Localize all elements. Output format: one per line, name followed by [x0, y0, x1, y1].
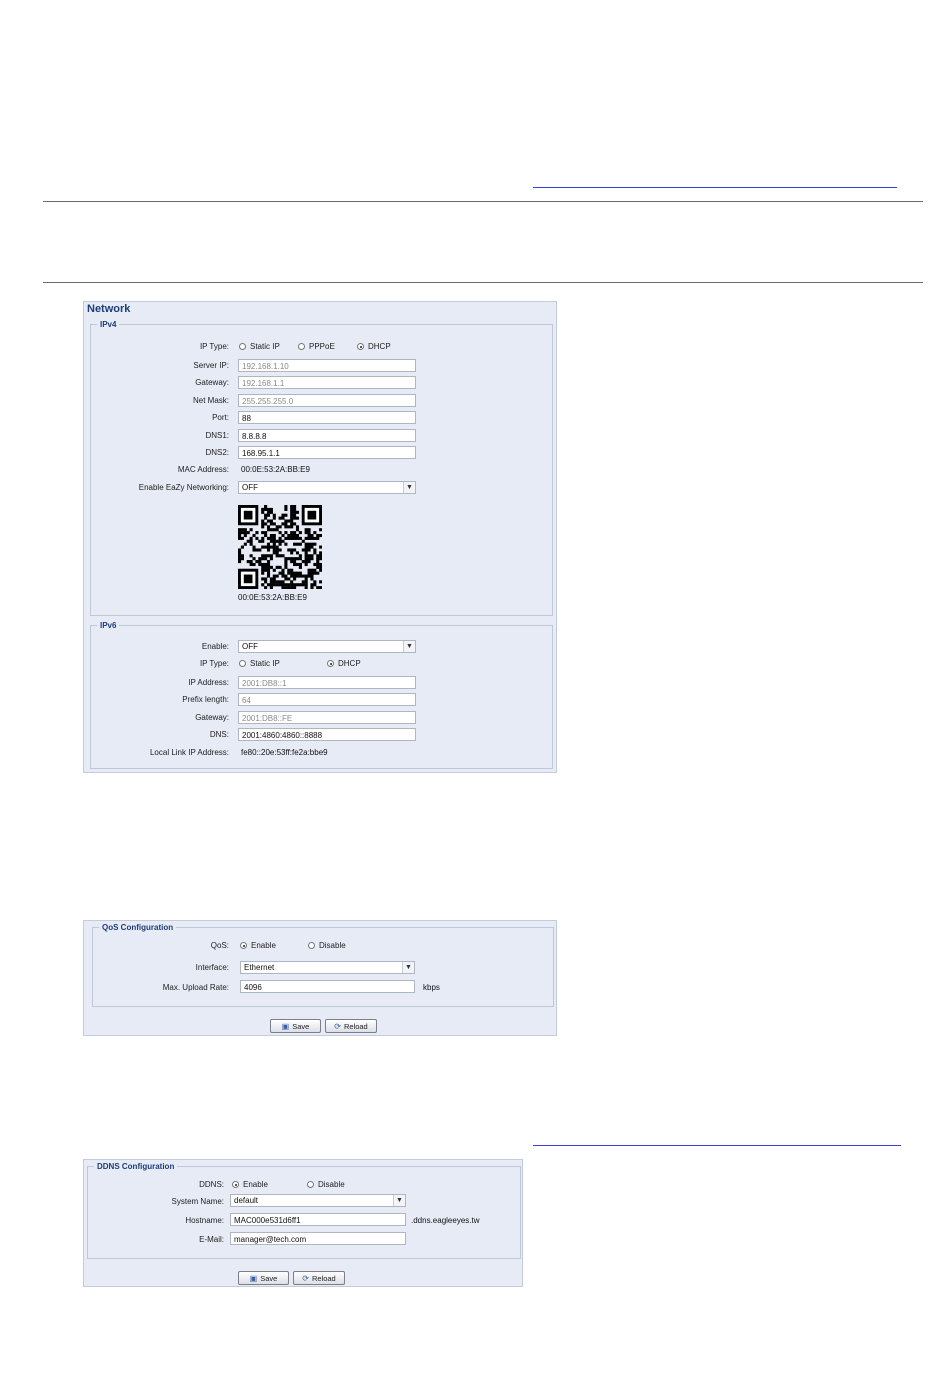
- ipv6-ip-label: IP Address:: [188, 678, 229, 687]
- ddns-radio-enable-label: Enable: [243, 1180, 268, 1189]
- hostname-suffix: .ddns.eagleeyes.tw: [411, 1216, 480, 1225]
- qos-radio-disable[interactable]: [308, 941, 346, 950]
- floppy-icon: ▣: [249, 1273, 258, 1283]
- network-panel: [83, 301, 557, 773]
- hostname-input[interactable]: MAC000e531d6ff1: [230, 1213, 406, 1226]
- qos-reload-button[interactable]: [325, 1019, 377, 1033]
- system-name-label: System Name:: [171, 1197, 224, 1206]
- upload-rate-input[interactable]: 4096: [240, 980, 415, 993]
- qos-save-label: Save: [292, 1021, 310, 1031]
- radio-static-indicator: [239, 660, 246, 667]
- ipv6-radio-dhcp[interactable]: [327, 659, 361, 668]
- ipv6-gateway-input[interactable]: 2001:DB8::FE: [238, 711, 416, 724]
- system-name-value: default: [234, 1196, 259, 1205]
- ipv6-prefix-label: Prefix length:: [182, 695, 229, 704]
- netmask-input[interactable]: 255.255.255.0: [238, 394, 416, 407]
- email-label: E-Mail:: [199, 1235, 224, 1244]
- network-title: Network: [87, 303, 131, 315]
- ddns-save-button[interactable]: [238, 1271, 289, 1285]
- eazy-networking-select[interactable]: [238, 481, 416, 494]
- radio-pppoe-indicator: [298, 343, 305, 350]
- qos-save-button[interactable]: [270, 1019, 321, 1033]
- eazy-networking-value: OFF: [242, 483, 258, 492]
- qos-panel: [83, 920, 557, 1036]
- ddns-radio-disable-label: Disable: [318, 1180, 345, 1189]
- divider-bottom: [43, 282, 923, 283]
- radio-dhcp-indicator: [357, 343, 364, 350]
- dns2-input[interactable]: 168.95.1.1: [238, 446, 416, 459]
- ipv6-enable-value: OFF: [242, 642, 258, 651]
- qos-legend: QoS Configuration: [102, 923, 174, 932]
- server-ip-label: Server IP:: [193, 361, 229, 370]
- ipv6-gateway-label: Gateway:: [195, 713, 229, 722]
- ipv4-radio-pppoe-label: PPPoE: [309, 342, 335, 351]
- radio-disable-indicator: [307, 1181, 314, 1188]
- ddns-panel: [83, 1159, 523, 1287]
- qos-radio-disable-label: Disable: [319, 941, 346, 950]
- hostname-label: Hostname:: [185, 1216, 224, 1225]
- radio-disable-indicator: [308, 942, 315, 949]
- qos-radio-enable-label: Enable: [251, 941, 276, 950]
- port-label: Port:: [212, 413, 229, 422]
- qos-label: QoS:: [210, 941, 229, 950]
- mac-address-label: MAC Address:: [177, 465, 229, 474]
- ipv6-dns-input[interactable]: 2001:4860:4860::8888: [238, 728, 416, 741]
- ipv6-legend: IPv6: [100, 621, 117, 630]
- chevron-down-icon: ▼: [393, 1195, 405, 1206]
- ipv6-ip-input[interactable]: 2001:DB8::1: [238, 676, 416, 689]
- ipv6-radio-static[interactable]: [239, 659, 280, 668]
- ipv6-ip-type-label: IP Type:: [199, 659, 229, 668]
- ipv4-radio-dhcp-label: DHCP: [368, 342, 391, 351]
- ddns-label: DDNS:: [199, 1180, 224, 1189]
- mac-address-value: 00:0E:53:2A:BB:E9: [241, 465, 310, 474]
- radio-enable-indicator: [240, 942, 247, 949]
- ipv4-radio-static[interactable]: [239, 342, 280, 351]
- interface-value: Ethernet: [244, 963, 275, 972]
- ipv6-prefix-input[interactable]: 64: [238, 693, 416, 706]
- floppy-icon: ▣: [281, 1021, 290, 1031]
- local-link-label: Local Link IP Address:: [149, 748, 229, 757]
- refresh-icon: ⟳: [302, 1273, 309, 1283]
- ddns-radio-disable[interactable]: [307, 1180, 345, 1189]
- ddns-reload-button[interactable]: [293, 1271, 345, 1285]
- ipv4-radio-pppoe[interactable]: [298, 342, 335, 351]
- interface-label: Interface:: [195, 963, 229, 972]
- server-ip-input[interactable]: 192.168.1.10: [238, 359, 416, 372]
- hyperlink-underline-ddns[interactable]: [533, 1145, 901, 1146]
- ddns-radio-enable[interactable]: [232, 1180, 268, 1189]
- interface-select[interactable]: [240, 961, 415, 974]
- upload-rate-label: Max. Upload Rate:: [162, 983, 229, 992]
- email-input[interactable]: manager@tech.com: [230, 1232, 406, 1245]
- upload-rate-unit: kbps: [423, 983, 440, 992]
- chevron-down-icon: ▼: [403, 641, 415, 652]
- system-name-select[interactable]: [230, 1194, 406, 1207]
- ipv4-legend: IPv4: [100, 320, 117, 329]
- radio-dhcp-indicator: [327, 660, 334, 667]
- hyperlink-underline-top[interactable]: [533, 187, 897, 188]
- qr-code-caption: 00:0E:53:2A:BB:E9: [238, 593, 307, 602]
- qos-reload-label: Reload: [343, 1021, 368, 1031]
- ipv6-enable-label: Enable:: [201, 642, 229, 651]
- ipv4-radio-static-label: Static IP: [250, 342, 280, 351]
- gateway-label: Gateway:: [195, 378, 229, 387]
- divider-top: [43, 201, 923, 202]
- qr-code-image: [238, 505, 322, 589]
- refresh-icon: ⟳: [334, 1021, 341, 1031]
- gateway-input[interactable]: 192.168.1.1: [238, 376, 416, 389]
- ipv4-radio-dhcp[interactable]: [357, 342, 391, 351]
- ipv6-radio-dhcp-label: DHCP: [338, 659, 361, 668]
- ddns-reload-label: Reload: [311, 1273, 336, 1283]
- radio-enable-indicator: [232, 1181, 239, 1188]
- local-link-value: fe80::20e:53ff:fe2a:bbe9: [241, 748, 328, 757]
- eazy-networking-label: Enable EaZy Networking:: [138, 483, 229, 492]
- netmask-label: Net Mask:: [192, 396, 229, 405]
- chevron-down-icon: ▼: [402, 962, 414, 973]
- dns2-label: DNS2:: [205, 448, 229, 457]
- ddns-save-label: Save: [260, 1273, 278, 1283]
- ipv6-radio-static-label: Static IP: [250, 659, 280, 668]
- port-input[interactable]: 88: [238, 411, 416, 424]
- ipv6-enable-select[interactable]: [238, 640, 416, 653]
- ipv6-dns-label: DNS:: [209, 730, 229, 739]
- chevron-down-icon: ▼: [403, 482, 415, 493]
- qos-radio-enable[interactable]: [240, 941, 276, 950]
- ipv4-ip-type-label: IP Type:: [199, 342, 229, 351]
- dns1-input[interactable]: 8.8.8.8: [238, 429, 416, 442]
- dns1-label: DNS1:: [205, 431, 229, 440]
- radio-static-indicator: [239, 343, 246, 350]
- ddns-legend: DDNS Configuration: [97, 1162, 175, 1171]
